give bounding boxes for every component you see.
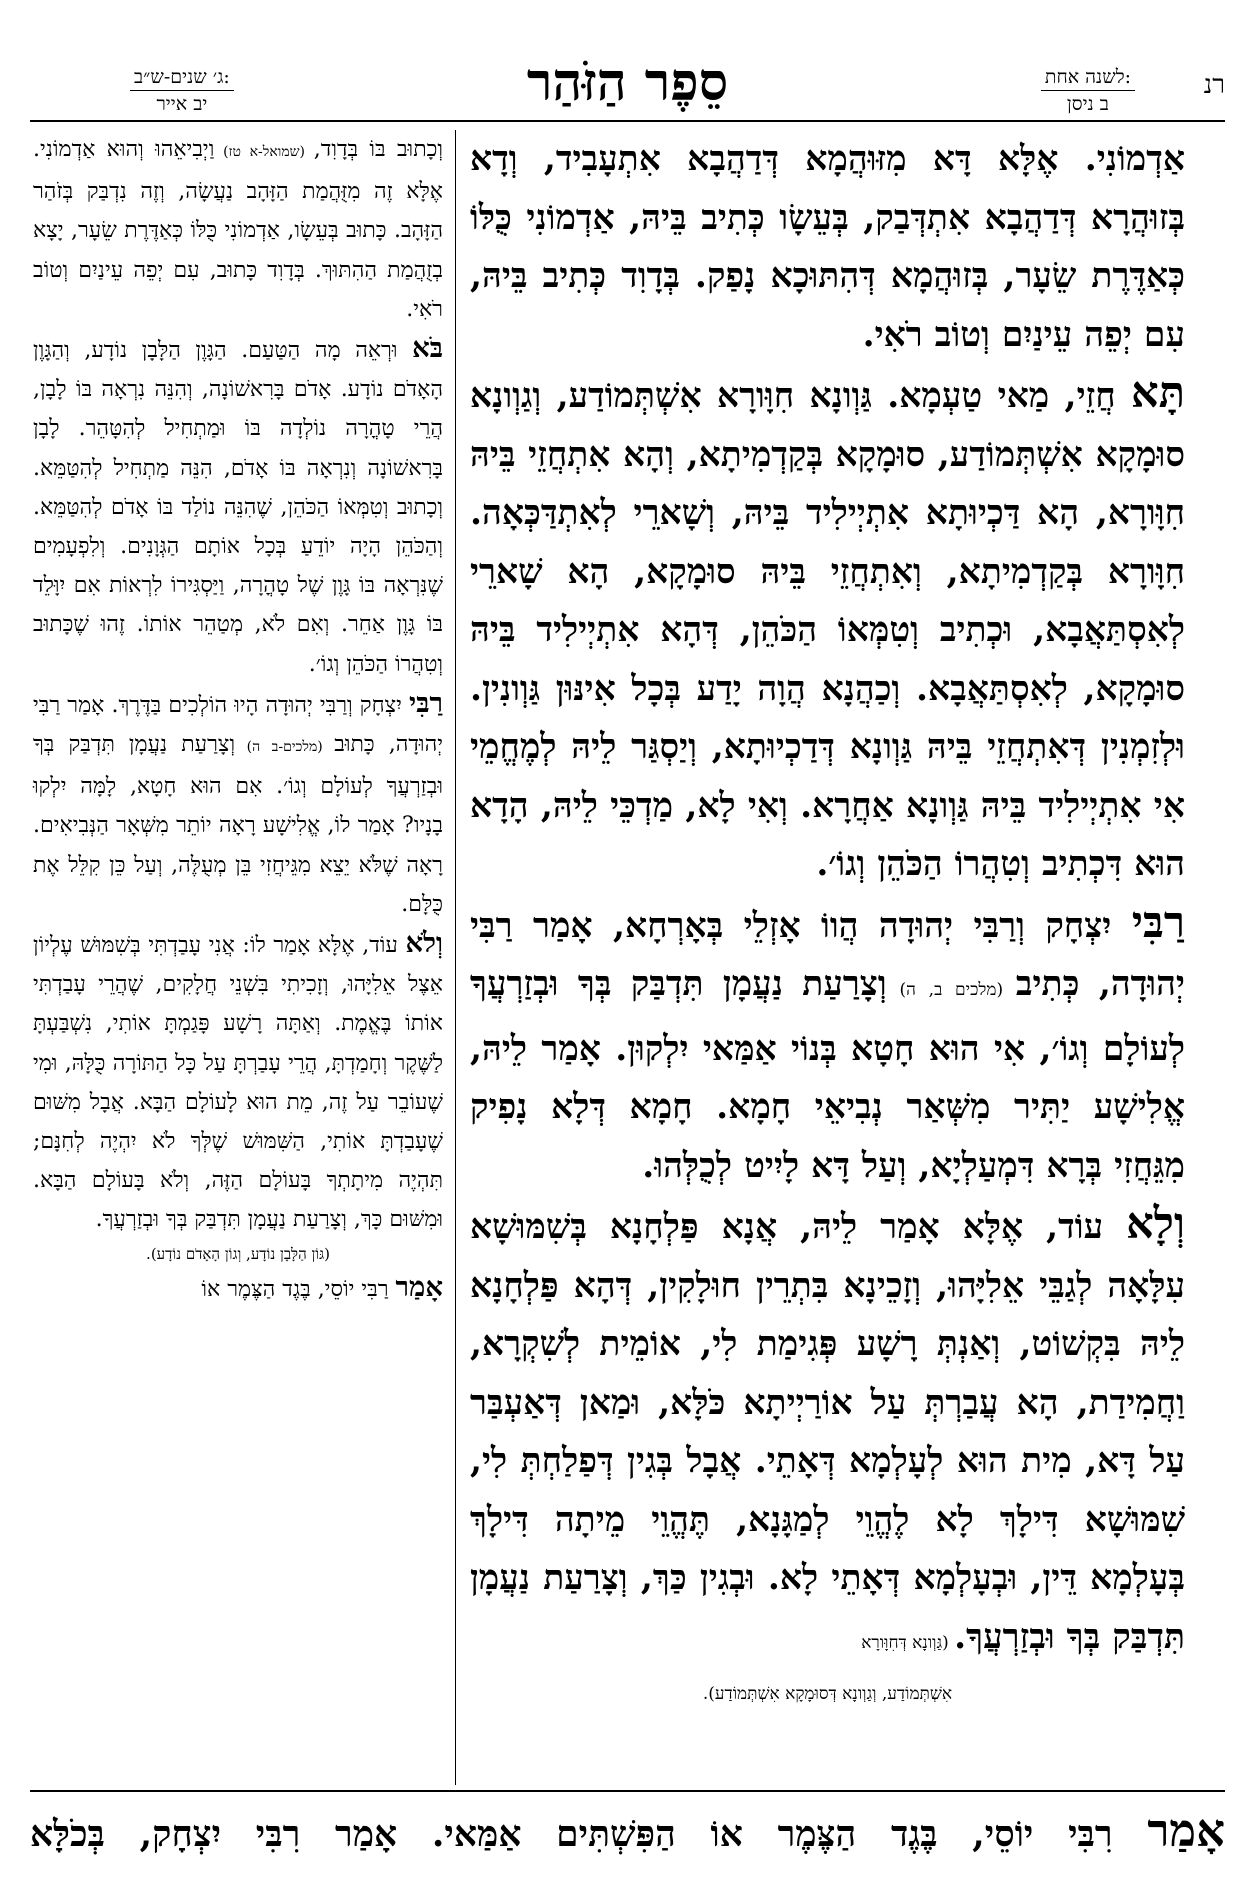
study-schedule-three-years: [130, 64, 234, 117]
opening-word: אָמַר: [1147, 1804, 1225, 1857]
paragraph-text: וְצָרַעַת נַעֲמָן תִּדְבַּק בְּךָ וּבְזַרְעֲךָ לְעוֹלָם וְגוֹ׳. אִם הוּא חָטָא, לָמָּה יִלְקוּ בָנָיו? אָמַר לוֹ, אֱלִישָׁע רָאָה יוֹתֵר מִשְּׁאָר הַנְּבִיאִים. רָאָה שֶׁלֹּא יֵצֵא מִגֵּיחֲזִי בֵּן מְעֻלֶּה, וְעַל כֵּן קִלֵּל אֶת כֻּלָּם.: [33, 732, 443, 917]
opening-word: אָמַר: [395, 1270, 443, 1303]
schedule-label: ג׳ שנים-ש״ב:: [130, 64, 234, 91]
side-footnote: (גּוֹן הַלָּבָן נוֹדָע, וְגוֹן הָאָדֹם נוֹדָע).: [146, 1244, 330, 1263]
opening-word: רַבִּי: [409, 686, 443, 719]
opening-word: וְלֹא: [405, 927, 443, 960]
side-paragraph: [33, 924, 443, 1240]
main-paragraph: [470, 894, 1185, 1196]
verse-reference: (מלכים-ב ה): [235, 739, 335, 756]
gloss-reference: (גַּוְונָא דְּחִוָּורָא: [861, 1632, 955, 1653]
hebrew-translation-column: [33, 130, 443, 1309]
opening-word: וְלָא: [1126, 1199, 1185, 1249]
paragraph-text: אַדְמוֹנִי. אֶלָּא דָּא מִזּוּהֲמָא דְּדַהֲבָא אִתְעָבִיד, וְדָא בְּזוּהֲרָא דְּדַהֲבָא אִתְדְּבַק, בְּעֵשָׂו כְּתִיב בֵּיהּ, אַדְמוֹנִי כֻּלּוֹ כְּאַדֶּרֶת שֵׂעָר, בְּזוּהֲמָא דְּהִתּוּכָא נָפַק. בְּדָוִד כְּתִיב בֵּיהּ, עִם יְפֵה עֵינַיִם וְטוֹב רֹאִי.: [470, 139, 1185, 355]
paragraph-text: וְצָרַעַת נַעֲמָן תִּדְבַּק בְּךָ וּבְזַרְעֲךָ לְעוֹלָם וְגוֹ׳, אִי הוּא חָטָא בְּנוֹי אַמַּאי יִלְקוּן. אָמַר לֵיהּ, אֱלִישָׁע יַתִּיר מִשְּׁאַר נְבִיאֵי חָמָא. חָמָא דְּלָא נָפִיק מִגֵּחֲזִי בְּרָא דִּמְעַלְיָא, וְעַל דָּא לָיִיט לְכֻלְּהוּ.: [470, 964, 1185, 1186]
schedule-date: יב אייר: [156, 93, 208, 115]
study-schedule-one-year: [1041, 64, 1135, 117]
paragraph-text: רַבִּי יוֹסֵי, בֶּגֶד הַצֶּמֶר אוֹ: [201, 1276, 396, 1302]
column-divider: [455, 130, 456, 1785]
side-paragraph: [33, 329, 443, 684]
bottom-rule: [30, 1790, 1225, 1792]
paragraph-text: עוֹד, אֶלָּא אָמַר לֵיהּ, אֲנָא פַּלְחָנָא בְּשִׁמּוּשָׁא עִלָּאָה לְגַבֵּי אֵלִיָּהוּ, וְזָכֵינָא בִּתְרֵין חוּלָקִין, דְּהָא פַּלְחָנָא לֵיהּ בִּקְשׁוֹט, וְאַנְתְּ רָשָׁע פְּגִימַת לִי, אוֹמֵית לְשִׁקְרָא, וַחֲמִידַת, הָא עֲבַרְתְּ עַל אוֹרַיְיתָא כֹּלָּא, וּמַאן דְּאַעְבַּר עַל דָּא, מִית הוּא לְעָלְמָא דְּאָתֵי. אֲבָל בְּגִין דְּפַלַחְתְּ לִי, שִׁמּוּשָׁא דִּילָךְ לָא לֶהֱוֵי לְמַגָּנָא, תֶּהֱוֵי מֵיתָה דִּילָךְ בְּעָלְמָא דֵּין, וּבְעָלְמָא דְּאָתֵי לָא. וּבְגִין כַּךְ, וְצָרַעַת נַעֲמָן תִּדְבַּק בְּךָ וּבְזַרְעֲךָ.: [470, 1207, 1185, 1657]
paragraph-text: וּרְאֵה מָה הַטַּעַם. הַגָּוֶן הַלָּבָן נוֹדָע, וְהַגָּוֶן הָאָדֹם נוֹדָע. אָדֹם בָּרִאשׁוֹנָה, וְהִנֵּה נִרְאָה בּוֹ לָבָן, הֲרֵי טָהֳרָה נוֹלְדָה בּוֹ וּמַתְחִיל לְהִטָּהֵר. לָבָן בָּרִאשׁוֹנָה וְנִרְאָה בּוֹ אָדֹם, הִנֵּה מַתְחִיל לְהִטַּמֵּא. וְכָתוּב וְטִמְּאוֹ הַכֹּהֵן, שֶׁהִנֵּה נוֹלַד בּוֹ אָדֹם לְהִטַּמֵּא. וְהַכֹּהֵן הָיָה יוֹדֵעַ בְּכָל אוֹתָם הַגְּוָנִים. וְלִפְעָמִים שֶׁנִּרְאָה בּוֹ גָּוֶן שֶׁל טָהֳרָה, וַיַּסְגִּירוֹ לִרְאוֹת אִם יִוָּלֵד בּוֹ גָּוֶן אַחֵר. וְאִם לֹא, מְטַהֵר אוֹתוֹ. זֶהוּ שֶׁכָּתוּב וְטִהֲרוֹ הַכֹּהֵן וְגוֹ׳.: [33, 338, 443, 677]
paragraph-text: יִצְחָק וְרַבִּי יְהוּדָה הָיוּ הוֹלְכִים בַּדֶּרֶךְ. אָמַר רַבִּי יְהוּדָה, כָּתוּב: [33, 692, 443, 758]
main-aramaic-column: [470, 130, 1185, 1706]
side-closing-line: [33, 1268, 443, 1309]
side-paragraph: [33, 130, 443, 329]
paragraph-text: וְכָתוּב בּוֹ בְּדָוִד,: [313, 137, 443, 162]
page-number: רנ: [1203, 70, 1225, 100]
paragraph-text: עוֹד, אֶלָּא אָמַר לוֹ: אֲנִי עָבַדְתִּי בְּשִׁמּוּשׁ עֶלְיוֹן אֵצֶל אֵלִיָּהוּ, וְזָכִיתִי בִּשְׁנֵי חֲלָקִים, שֶׁהֲרֵי עָבַדְתִּי אוֹתוֹ בֶּאֱמֶת. וְאַתָּה רָשָׁע פָּגַמְתָּ אוֹתִי, נִשְׁבַּעְתָּ לַשֶּׁקֶר וְחָמַדְתָּ, הֲרֵי עָבַרְתָּ עַל כָּל הַתּוֹרָה כֻּלָּהּ, וּמִי שֶׁעוֹבֵר עַל זֶה, מֵת הוּא לָעוֹלָם הַבָּא. אֲבָל מִשּׁוּם שֶׁעָבַדְתָּ אוֹתִי, הַשִּׁמּוּשׁ שֶׁלְּךָ לֹא יִהְיֶה לְחִנָּם; תִּהְיֶה מִיתָתְךָ בָּעוֹלָם הַזֶּה, וְלֹא בָּעוֹלָם הַבָּא. וּמִשּׁוּם כָּךְ, וְצָרַעַת נַעֲמָן תִּדְבַּק בְּךָ וּבְזַרְעֲךָ.: [33, 933, 443, 1233]
main-footnote: אִשְׁתְּמוֹדַע, וְגַוְונָא דְּסוּמָקָא אִשְׁתְּמוֹדַע).: [702, 1684, 953, 1704]
opening-word: בֹּא: [412, 332, 443, 365]
schedule-label: לשנה אחת:: [1041, 64, 1135, 91]
verse-reference: (מלכים ב, ה): [886, 980, 1016, 1000]
paragraph-text: וַיְבִיאֵהוּ וְהוּא אַדְמוֹנִי. אֶלָּא זֶה מִזֻּהֲמַת הַזָּהָב נַעֲשָׂה, וְזֶה נִדְבַּק בְּזֹהַר הַזָּהָב. כָּתוּב בְּעֵשָׂו, אַדְמוֹנִי כֻּלּוֹ כְּאַדֶּרֶת שֵׂעָר, יָצָא בְזֻהֲמַת הַהִתּוּךְ. בְּדָוִד כָּתוּב, עִם יְפֵה עֵינַיִם וְטוֹב רֹאִי.: [33, 137, 443, 322]
opening-word: תָּא: [1131, 368, 1185, 418]
line-text: רִבִּי יוֹסֵי, בֶּגֶד הַצֶּמֶר אוֹ הַפִּשְׁתִּים אַמַּאי. אָמַר רִבִּי יִצְחָק, בְּכֹלָּא: [30, 1813, 1148, 1855]
main-paragraph: [470, 130, 1185, 364]
side-paragraph: [33, 684, 443, 924]
schedule-date: ב ניסן: [1066, 93, 1109, 115]
page-header: [30, 52, 1225, 122]
opening-word: רַבִּי: [1131, 897, 1185, 948]
main-paragraph: [470, 1195, 1185, 1672]
bottom-full-width-line: [30, 1805, 1225, 1860]
verse-reference: (שמואל-א טז): [214, 144, 314, 160]
paragraph-text: חֲזֵי, מַאי טַעְמָא. גַּוְונָא חִוָּורָא אִשְׁתְּמוֹדַע, וְגַוְונָא סוּמָקָא אִשְׁתְּמוֹדַע, סוּמָקָא בְּקַדְמִיתָא, וְהָא אִתְחֲזֵי בֵּיהּ חִוָּורָא, הָא דַּכְיוּתָא אִתְיְילִיד בֵּיהּ, וְשָׁארֵי לְאִתְדַּכְּאָה. חִוָּורָא בְּקַדְמִיתָא, וְאִתְחֲזֵי בֵּיהּ סוּמָקָא, הָא שָׁארֵי לְאִסְתַּאֲבָא, וּכְתִיב וְטִמְּאוֹ הַכֹּהֵן, דְּהָא אִתְיְילִיד בֵּיהּ סוּמָקָא, לְאִסְתַּאֲבָא. וְכַהֲנָא הֲוָה יָדַע בְּכָל אִינּוּן גַּוְונִין. וּלְזִמְנִין דְּאִתְחֲזֵי בֵּיהּ גַּוְונָא דְּדַכְיוּתָא, וְיַסְגַּר לֵיהּ לְמֶחֱמֵי אִי אִתְיְילִיד בֵּיהּ גַּוְונָא אַחֲרָא. וְאִי לָא, מַדְכֵּי לֵיהּ, הָדָא הוּא דִּכְתִיב וְטִהֲרוֹ הַכֹּהֵן וְגוֹ׳.: [470, 376, 1185, 884]
header-rule: [30, 120, 1225, 122]
paragraph-text: יִצְחָק וְרַבִּי יְהוּדָה הֲווֹ אָזְלֵי בְּאָרְחָא, אָמַר רַבִּי יְהוּדָה, כְּתִיב: [470, 905, 1185, 1004]
main-paragraph: [470, 364, 1185, 894]
book-title: סֵפֶר הַזֹּהַר: [526, 52, 729, 113]
